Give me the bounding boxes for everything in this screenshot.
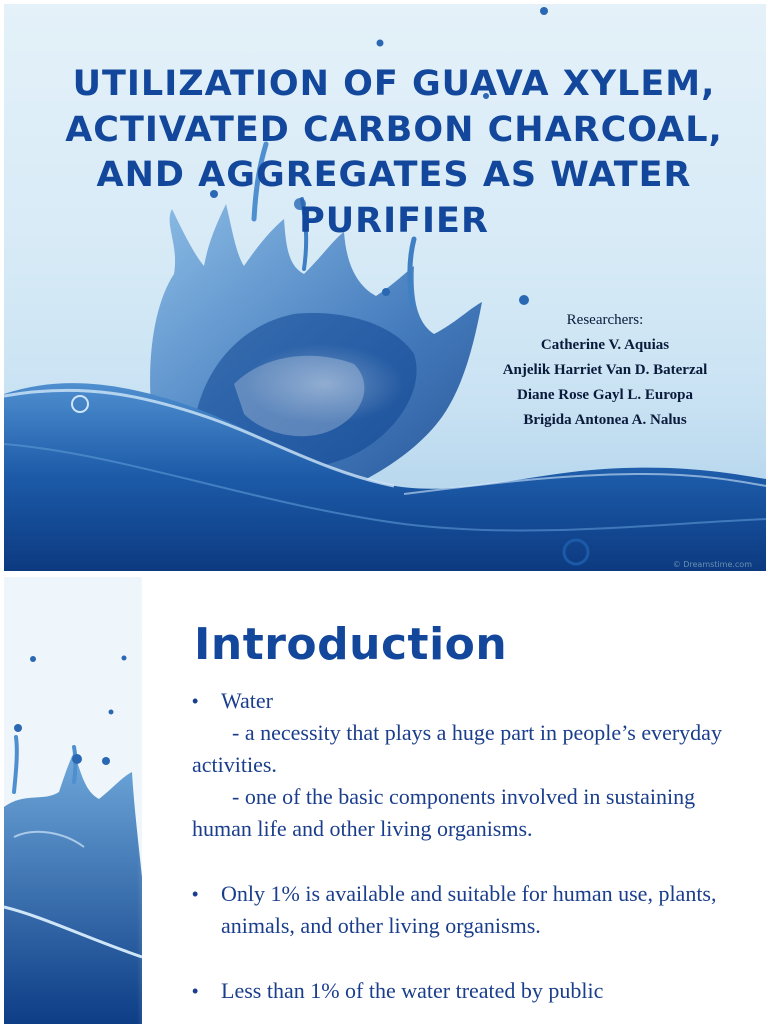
bullet-icon: • (192, 981, 199, 1001)
bullet-text: Only 1% is available and suitable for human use, plants, animals, and other living organisms. (221, 881, 717, 938)
intro-title: Introduction (194, 619, 508, 670)
bullet-item (192, 685, 732, 717)
bullet-item (192, 975, 732, 1007)
researcher-name: Diane Rose Gayl L. Europa (517, 387, 693, 403)
bullet-text: Water (221, 688, 273, 713)
researcher-name: Catherine V. Aquias (540, 337, 670, 353)
bullet-icon: • (192, 691, 199, 711)
intro-body (192, 685, 732, 1007)
researcher-name: Brigida Antonea A. Nalus (523, 412, 687, 428)
sub-point: - one of the basic components involved in sustaining human life and other living organisms. (192, 784, 696, 841)
slide-title: UTILIZATION OF GUAVA XYLEM, ACTIVATED CARBON CHARCOAL, AND AGGREGATES AS WATER PURIFIER (65, 64, 723, 241)
bullet-icon: • (192, 884, 199, 904)
bullet-item (192, 878, 732, 942)
title-slide (4, 4, 766, 571)
watermark: © Dreamstime.com (672, 560, 752, 569)
researchers-label: Researchers: (566, 312, 644, 328)
introduction-slide (4, 577, 766, 1024)
bullet-text: Less than 1% of the water treated by public (221, 978, 604, 1003)
researchers-block (474, 312, 736, 434)
water-splash-image (4, 577, 194, 1024)
sub-point: - a necessity that plays a huge part in people’s everyday activities. (192, 720, 722, 777)
researcher-name: Anjelik Harriet Van D. Baterzal (502, 362, 708, 378)
